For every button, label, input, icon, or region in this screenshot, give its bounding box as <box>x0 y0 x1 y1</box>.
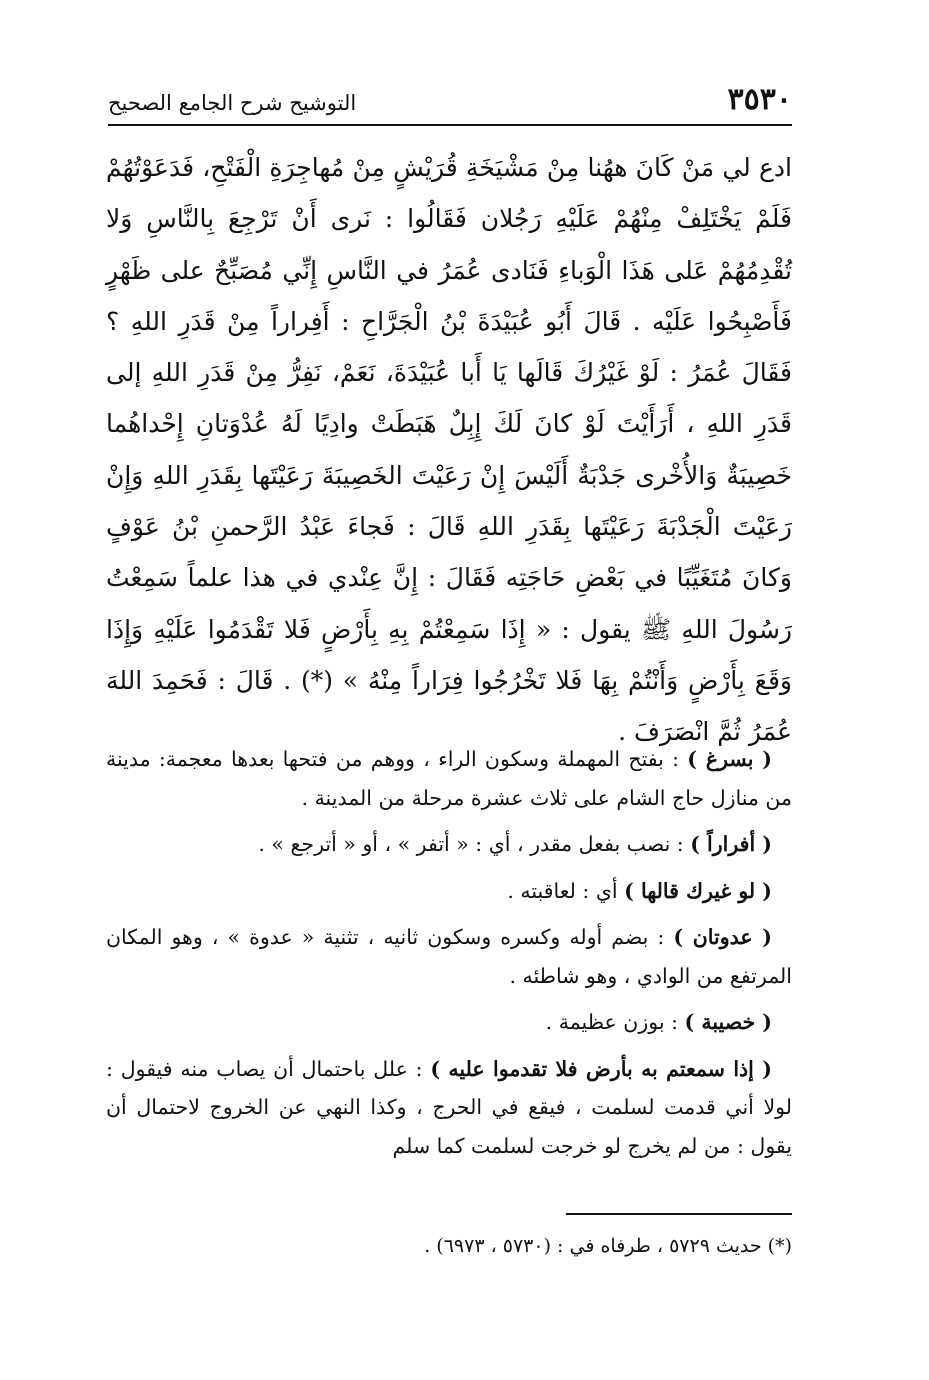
commentary-entry <box>106 872 792 911</box>
commentary-term: ( لو غيرك قالها ) <box>624 878 772 903</box>
running-title: التوشيح شرح الجامع الصحيح <box>108 91 357 115</box>
footnote-divider <box>566 1213 792 1215</box>
commentary-entry <box>106 918 792 995</box>
commentary-text: : بضم أوله وكسره وسكون ثانيه ، تثنية « عدوة » ، وهو المكان المرتفع من الوادي ، وهو شاطئه . <box>106 925 792 988</box>
hadith-paragraph: ادع لي مَنْ كَانَ ههُنا مِنْ مَشْيَخَةِ قُرَيْشٍ مِنْ مُهاجِرَةِ الْفَتْحِ، فَدَعَوْتُهُمْ فَلَمْ يَخْتَلِفْ مِنْهُمْ عَلَيْهِ رَجُلان فَقَالُوا : نَرى أَنْ تَرْجِعَ بِالنَّاسِ وَلا تُقْدِمُهُمْ عَلى هَذَا الْوَباءِ فَنَادى عُمَرُ في النَّاسِ إِنِّي مُصَبِّحٌ على ظَهْرٍ فَأَصْبِحُوا عَلَيْه . قَالَ أَبُو عُبَيْدَةَ بْنُ الْجَرَّاحِ : أَفِراراً مِنْ قَدَرِ اللهِ ؟ فَقَالَ عُمَرُ : لَوْ غَيْرُكَ قَالَها يَا أَبا عُبَيْدَةَ، نَعَمْ، نَفِرُّ مِنْ قَدَرِ اللهِ إلى قَدَرِ اللهِ ، أَرَأَيْتَ لَوْ كانَ لَكَ إِبِلٌ هَبَطَتْ وادِيًا لَهُ عُدْوَتانِ إِحْداهُما خَصِيبَةٌ وَالأُخْرى جَدْبَةٌ أَلَيْسَ إِنْ رَعَيْتَ الخَصِيبَةَ رَعَيْتَها بِقَدَرِ اللهِ وَإِنْ رَعَيْتَ الْجَدْبَةَ رَعَيْتَها بِقَدَرِ اللهِ قَالَ : فَجاءَ عَبْدُ الرَّحمنِ بْنُ عَوْفٍ وَكانَ مُتَغَيِّبًا في بَعْضِ حَاجَتِه فَقَالَ : إِنَّ عِنْدي في هذا علماً سَمِعْتُ رَسُولَ اللهِ ﷺ يقول : « إِذَا سَمِعْتُمْ بِهِ بِأَرْضٍ فَلا تَقْدَمُوا عَلَيْهِ وَإِذَا وَقَعَ بِأَرْضٍ وَأَنْتُمْ بِهَا فَلا تَخْرُجُوا فِرَاراً مِنْهُ » (*) . قَالَ : فَحَمِدَ اللهَ عُمَرُ ثُمَّ انْصَرَفَ . <box>106 153 793 747</box>
hadith-text <box>106 142 792 758</box>
page-number: ٣٥٣٠ <box>727 82 792 117</box>
commentary-entry <box>106 825 792 864</box>
commentary-term: ( عدوتان ) <box>673 925 772 949</box>
footnote: (*) حديث ٥٧٢٩ ، طرفاه في : (٥٧٣٠ ، ٦٩٧٣) . <box>424 1235 792 1257</box>
commentary-text: : بوزن عظيمة . <box>545 1010 685 1034</box>
commentary-text: : بفتح المهملة وسكون الراء ، ووهم من فتحها بعدها معجمة: مدينة من منازل حاج الشام على ثلاث عشرة مرحلة من المدينة . <box>106 747 792 810</box>
commentary-text: أي : لعاقبته . <box>507 878 625 903</box>
commentary-section <box>106 740 792 1173</box>
commentary-text: : نصب بفعل مقدر ، أي : « أتفر » ، أو « أترجع » . <box>258 832 691 856</box>
commentary-term: ( أفراراً ) <box>690 832 772 856</box>
commentary-term: ( بسرغ ) <box>687 747 772 771</box>
commentary-entry <box>106 740 792 817</box>
commentary-text: : علل باحتمال أن يصاب منه فيقول : لولا أني قدمت لسلمت ، فيقع في الحرج ، وكذا النهي عن الخروج لاحتمال أن يقول : من لم يخرج لو خرجت لسلمت كما سلم <box>106 1056 792 1158</box>
commentary-term: ( إذا سمعتم به بأرض فلا تقدموا عليه ) <box>430 1056 772 1081</box>
commentary-entry <box>106 1003 792 1042</box>
commentary-term: ( خصيبة ) <box>684 1010 772 1034</box>
commentary-entry <box>106 1050 792 1166</box>
page-header <box>108 80 792 126</box>
